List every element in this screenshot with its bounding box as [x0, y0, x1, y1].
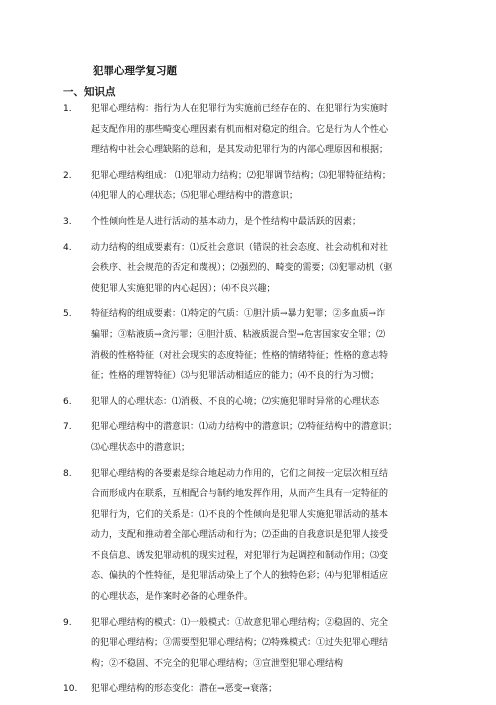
text-line: 骗罪；③粘液质→贪污罪；④胆汁质、粘液质混合型→危害国家安全罪；⑵: [91, 329, 386, 340]
list-item-text: [91, 99, 443, 161]
text-line: 犯罪人的心理状态：⑴消极、不良的心境；⑵实施犯罪时异常的心理状态: [91, 396, 380, 407]
list-item-number: 3.: [63, 216, 72, 227]
text-line: 不良信息、诱发犯罪动机的现实过程，对犯罪行为起调控和制动作用；⑶变: [91, 550, 389, 561]
list-item-text: [91, 679, 443, 700]
knowledge-point-list: [63, 99, 443, 705]
text-line: ⑶心理状态中的潜意识；: [91, 442, 191, 453]
list-item: [63, 166, 443, 207]
list-item-text: [91, 417, 443, 458]
text-line: 会秩序、社会规范的否定和蔑视）；⑵强烈的、畸变的需要；⑶犯罪动机（驱: [91, 263, 393, 274]
list-item-number: 5.: [63, 309, 72, 320]
text-line: 犯罪心理结构：指行为人在犯罪行为实施前已经存在的、在犯罪行为实施时: [91, 104, 389, 114]
text-line: 动力结构的组成要素有：⑴反社会意识（错误的社会态度、社会动机和对社: [91, 242, 389, 253]
text-line: 理结构中社会心理缺陷的总和，是其发动犯罪行为的内部心理原因和根据；: [91, 145, 389, 156]
text-line: 征；性格的理智特征）⑶与犯罪活动相适应的能力；⑷不良的行为习惯；: [91, 371, 380, 382]
list-item-text: [91, 392, 443, 413]
list-item-number: 8.: [63, 468, 72, 479]
text-line: 犯罪心理结构组成： ⑴犯罪动力结构；⑵犯罪调节结构；⑶犯罪特征结构；: [91, 170, 391, 181]
text-line: 动力，支配和推动着全部心理活动和行为；⑵歪曲的自我意识是犯罪人接受: [91, 530, 389, 541]
list-item-text: [91, 304, 443, 386]
list-item: [63, 238, 443, 300]
list-item: [63, 613, 443, 675]
text-line: 特征结构的组成要素：⑴特定的气质：①胆汁质→暴力犯罪；②多血质→诈: [91, 309, 386, 320]
list-item: [63, 417, 443, 458]
text-line: ⑷犯罪人的心理状态；⑸犯罪心理结构中的潜意识；: [91, 191, 299, 202]
document-title: 犯罪心理学复习题: [93, 65, 177, 77]
list-item: [63, 392, 443, 413]
list-item-number: 6.: [63, 396, 72, 407]
list-item-text: [91, 238, 443, 300]
list-item-text: [91, 166, 443, 207]
text-line: 起支配作用的那些畸变心理因素有机而相对稳定的组合。它是行为人个性心: [91, 124, 389, 135]
list-item-number: 4.: [63, 242, 72, 253]
text-line: 的犯罪心理结构；③需要型犯罪心理结构；⑵特殊模式：①过失犯罪心理结: [91, 638, 389, 649]
text-line: 使犯罪人实施犯罪的内心起因）；⑷不良兴趣；: [91, 283, 276, 294]
text-line: 犯罪心理结构的模式：⑴一般模式：①故意犯罪心理结构；②稳固的、完全: [91, 617, 389, 628]
list-item-text: [91, 464, 443, 608]
list-item: [63, 679, 443, 700]
list-item-text: [91, 212, 443, 233]
text-line: 犯罪心理结构的各要素是综合地起动力作用的，它们之间按一定层次相互结: [91, 468, 389, 479]
list-item-number: 7.: [63, 422, 72, 433]
list-item: [63, 212, 443, 233]
list-item-number: 2.: [63, 170, 72, 181]
text-line: 构；②不稳固、不完全的犯罪心理结构；③宣泄型犯罪心理结构: [91, 658, 344, 669]
list-item-text: [91, 613, 443, 675]
text-line: 的心理状态，是作案时必备的心理条件。: [91, 592, 254, 603]
text-line: 犯罪心理结构的形态变化：潜在→恶变→衰落；: [91, 684, 278, 695]
text-line: 态、偏执的个性特征，是犯罪活动染上了个人的独特色彩；⑷与犯罪相适应: [91, 571, 389, 582]
text-line: 消极的性格特征（对社会现实的态度特征；性格的情绪特征；性格的意志特: [91, 350, 389, 361]
list-item-number: 9.: [63, 617, 72, 628]
list-item: [63, 304, 443, 386]
section-heading: 一、知识点: [63, 86, 116, 98]
list-item-number: 1.: [63, 104, 72, 114]
text-line: 犯罪心理结构中的潜意识：⑴动力结构中的潜意识；⑵特征结构中的潜意识；: [91, 422, 398, 433]
text-line: 个性倾向性是人进行活动的基本动力，是个性结构中最活跃的因素；: [91, 216, 362, 227]
text-line: 合而形成内在联系，互相配合与制约地发挥作用，从而产生具有一定特征的: [91, 489, 389, 500]
list-item: [63, 464, 443, 608]
list-item-number: 10.: [63, 684, 78, 695]
list-item: [63, 99, 443, 161]
text-line: 犯罪行为，它们的关系是：⑴不良的个性倾向是犯罪人实施犯罪活动的基本: [91, 509, 389, 520]
